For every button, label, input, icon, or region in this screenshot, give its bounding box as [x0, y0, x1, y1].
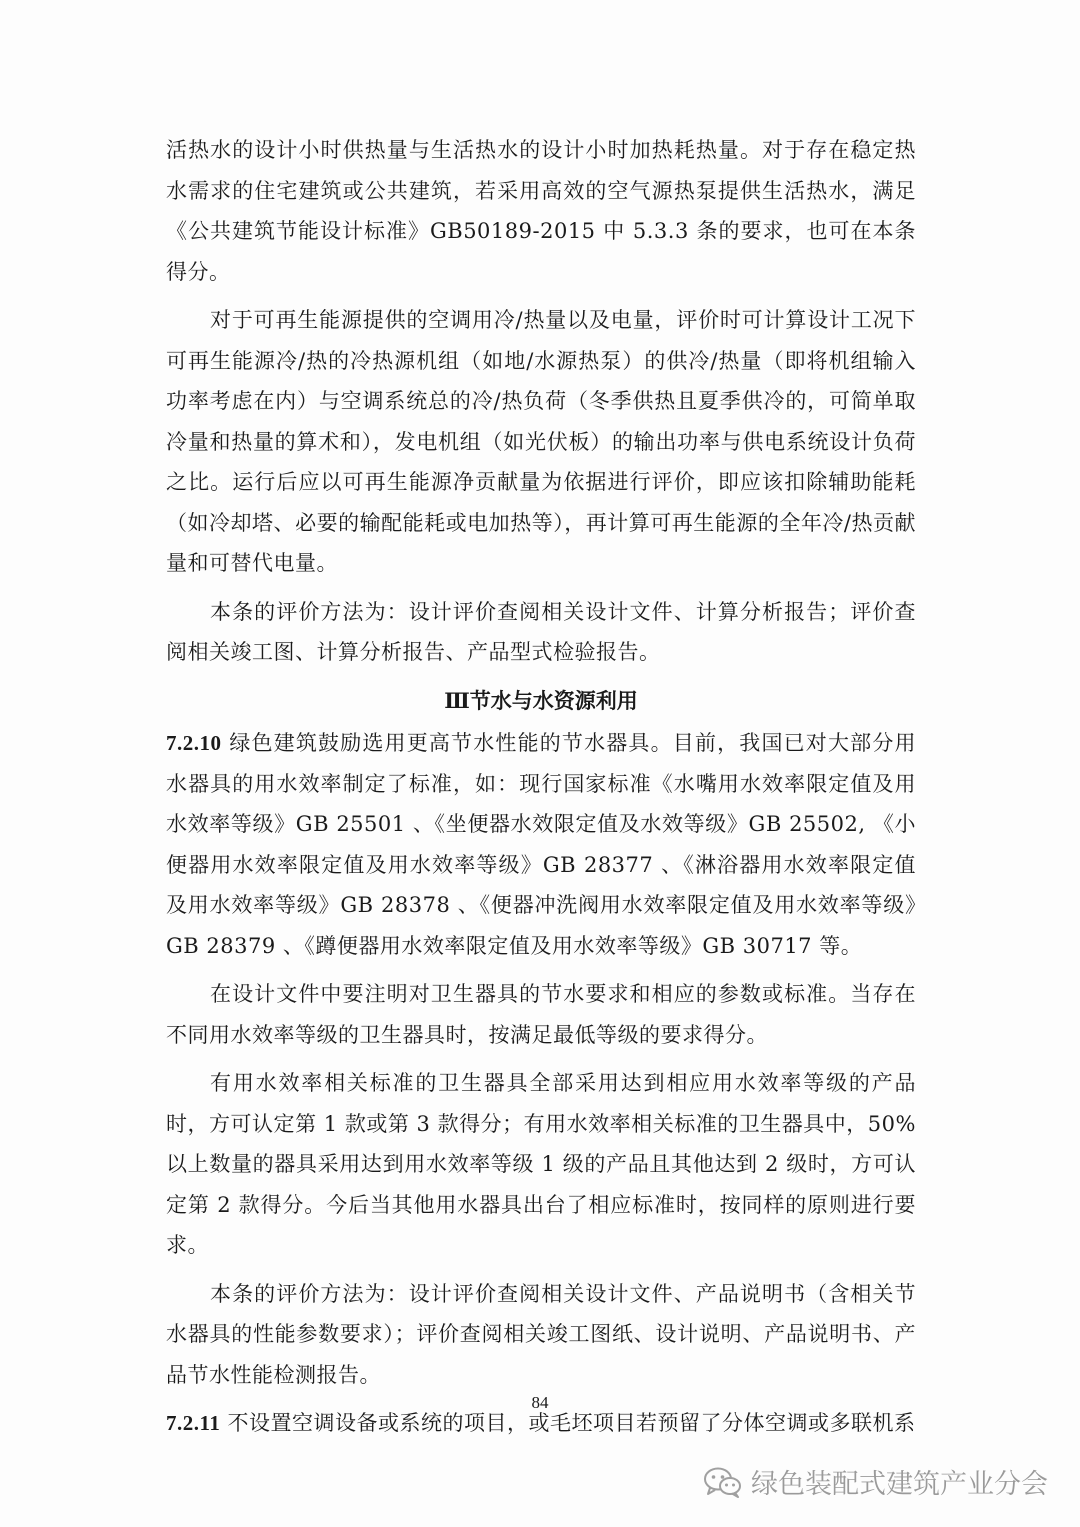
section-heading-water-saving: Ⅲ节水与水资源利用	[444, 687, 638, 713]
paragraph-renewable-energy: 对于可再生能源提供的空调用冷/热量以及电量，评价时可计算设计工况下可再生能源冷/热的冷热源机组（如地/水源热泵）的供冷/热量（即将机组输入功率考虑在内）与空调系统总的冷/热负荷（冬季供热且夏季供冷的，可简单取冷量和热量的算术和），发电机组（如光伏板）的输出功率与供电系统设计负荷之比。运行后应以可再生能源净贡献量为依据进行评价，即应该扣除辅助能耗（如冷却塔、必要的输配能耗或电加热等），再计算可再生能源的全年冷/热贡献量和可替代电量。	[166, 308, 916, 575]
clause-7-2-10	[166, 723, 916, 966]
watermark-text: 绿色装配式建筑产业分会	[751, 1469, 1048, 1500]
paragraph-design-documents: 在设计文件中要注明对卫生器具的节水要求和相应的参数或标准。当存在不同用水效率等级的卫生器具时，按满足最低等级的要求得分。	[166, 982, 916, 1047]
watermark	[703, 1462, 1048, 1501]
clause-text: 不设置空调设备或系统的项目，或毛坯项目若预留了分体空调或多联机系	[220, 1411, 916, 1435]
clause-text: 绿色建筑鼓励选用更高节水性能的节水器具。目前，我国已对大部分用水器具的用水效率制定了标准，如：现行国家标准《水嘴用水效率限定值及用水效率等级》GB 25501 、《坐便器水效限定值及水效等级》GB 25502, 《小便器用水效率限定值及用水效率等级》GB 28377 、《淋浴器用水效率限定值及用水效率等级》GB 28378 、《便器冲洗阀用水效率限定值及用水效率等级》GB 28379 、《蹲便器用水效率限定值及用水效率等级》GB 30717 等。	[166, 731, 916, 958]
page-content	[166, 130, 916, 1452]
paragraph-efficiency-grades: 有用水效率相关标准的卫生器具全部采用达到相应用水效率等级的产品时，方可认定第 1 款或第 3 款得分；有用水效率相关标准的卫生器具中，50% 以上数量的器具采用达到用水效率等级 1 级的产品且其他达到 2 级时，方可认定第 2 款得分。今后当其他用水器具出台了相应标准时，按同样的原则进行要求。	[166, 1071, 916, 1257]
paragraph-evaluation-method-1: 本条的评价方法为：设计评价查阅相关设计文件、计算分析报告；评价查阅相关竣工图、计算分析报告、产品型式检验报告。	[166, 599, 916, 664]
clause-number: 7.2.10	[166, 731, 222, 755]
paragraph-hot-water: 活热水的设计小时供热量与生活热水的设计小时加热耗热量。对于存在稳定热水需求的住宅建筑或公共建筑，若采用高效的空气源热泵提供生活热水，满足《公共建筑节能设计标准》GB50189-2015 中 5.3.3 条的要求，也可在本条得分。	[166, 138, 916, 284]
clause-number: 7.2.11	[166, 1411, 221, 1435]
page-number: 84	[531, 1393, 549, 1412]
wechat-icon	[703, 1466, 743, 1498]
paragraph-evaluation-method-2: 本条的评价方法为：设计评价查阅相关设计文件、产品说明书（含相关节水器具的性能参数要求）；评价查阅相关竣工图纸、设计说明、产品说明书、产品节水性能检测报告。	[166, 1281, 916, 1387]
